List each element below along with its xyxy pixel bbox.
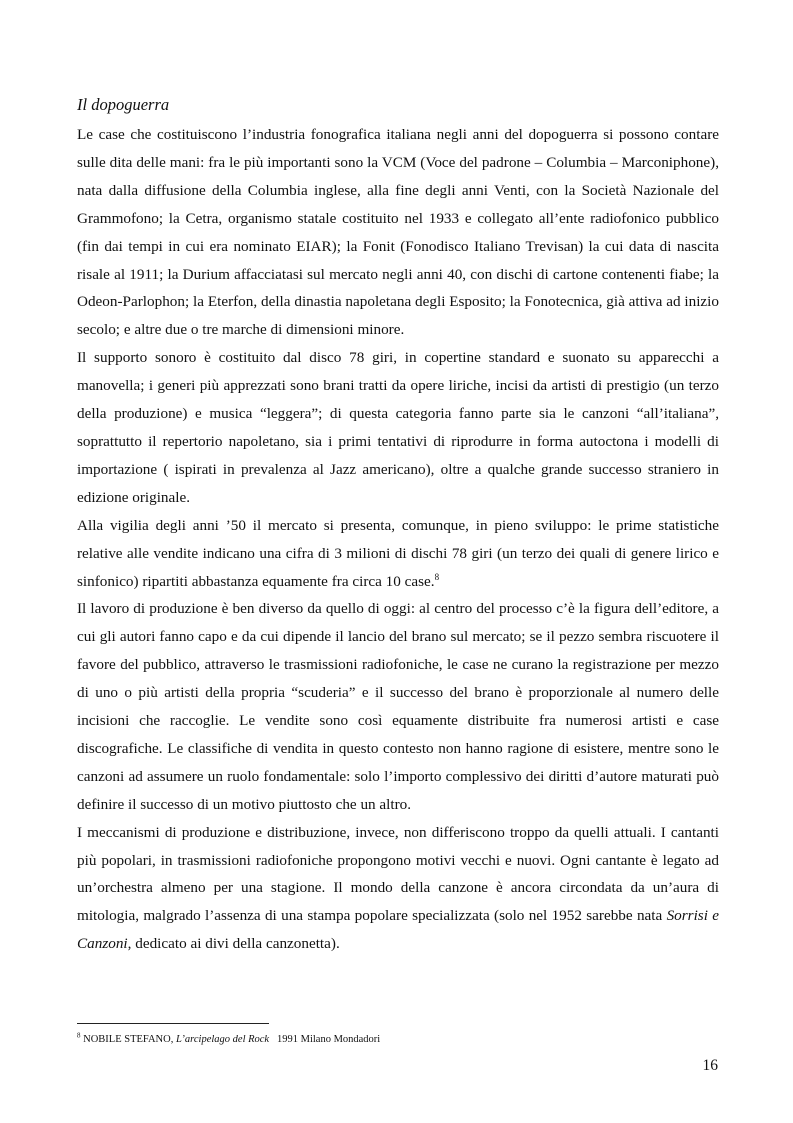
footnote-details: 1991 Milano Mondadori	[269, 1034, 381, 1045]
footnote-number: 8	[77, 1031, 81, 1040]
magazine-title: Sorrisi e Canzoni	[77, 907, 719, 953]
body-text	[77, 121, 719, 958]
paragraph-production: Il lavoro di produzione è ben diverso da quello di oggi: al centro del processo c’è la figura dell’editore, a cui gli autori fanno capo e da cui dipende il lancio del brano sul mercato; se il pezzo sembra riscuotere il favore del pubblico, attraverso le trasmissioni radiofoniche, le case ne curano la registrazione per mezzo di uno o più artisti della propria “scuderia” e il successo del brano è proporzionale al numero delle incisioni che raccoglie. Le vendite sono così equamente distribuite fra numerosi artisti e case discografiche. Le classifiche di vendita in questo contesto non hanno ragione di esistere, mentre sono le canzoni ad assumere un ruolo fondamentale: solo l’importo complessivo dei diritti d’autore maturati può definire il successo di un motivo piuttosto che un altro.	[77, 600, 719, 813]
footnote-author: NOBILE STEFANO,	[83, 1034, 176, 1045]
section-heading: Il dopoguerra	[77, 95, 170, 114]
paragraph-market-stats-text: Alla vigilia degli anni ’50 il mercato si presenta, comunque, in pieno sviluppo: le prime statistiche relative alle vendite indicano una cifra di 3 milioni di dischi 78 giri (un terzo dei quali di genere lirico e sinfonico) ripartiti abbastanza equamente fra circa 10 case.	[77, 516, 719, 590]
paragraph-distribution-end: , dedicato ai divi della canzonetta).	[127, 935, 340, 953]
paragraph-record-companies: Le case che costituiscono l’industria fonografica italiana negli anni del dopoguerra si possono contare sulle dita delle mani: fra le più importanti sono la VCM (Voce del padrone – Columbia – Marconiphone), nata dalla diffusione della Columbia inglese, alla fine degli anni Venti, con la Società Nazionale del Grammofono; la Cetra, organismo statale costituito nel 1933 e collegato all’ente radiofonico pubblico (fin dai tempi in cui era nominato EIAR); la Fonit (Fonodisco Italiano Trevisan) la cui data di nascita risale al 1911; la Durium affacciatasi sul mercato negli anni 40, con dischi di cartone contenenti fiabe; la Odeon-Parlophon; la Eterfon, della dinastia napoletana degli Esposito; la Fonotecnica, già attiva ad inizio secolo; e altre due o tre marche di dimensioni minore.	[77, 126, 719, 339]
page-number: 16	[702, 1057, 718, 1074]
paragraph-distribution-text: I meccanismi di produzione e distribuzione, invece, non differiscono troppo da quelli attuali. I cantanti più popolari, in trasmissioni radiofoniche propongono motivi vecchi e nuovi. Ogni cantante è legato ad un’orchestra almeno per una stagione. Il mondo della canzone è ancora circondata da un’aura di mitologia, malgrado l’assenza di una stampa popolare specializzata (solo nel 1952 sarebbe nata	[77, 823, 719, 925]
footnote-divider	[77, 1023, 269, 1024]
paragraph-sound-medium: Il supporto sonoro è costituito dal disco 78 giri, in copertine standard e suonato su apparecchi a manovella; i generi più apprezzati sono brani tratti da opere liriche, incisi da artisti di prestigio (un terzo della produzione) e musica “leggera”; di questa categoria fanno parte sia le canzoni “all’italiana”, soprattutto il repertorio napoletano, sia i primi tentativi di riprodurre in forma autoctona i modelli di importazione ( ispirati in prevalenza al Jazz americano), oltre a qualche grande successo straniero in edizione originale.	[77, 349, 719, 506]
footnote	[77, 1033, 380, 1047]
paragraph-distribution	[77, 819, 719, 959]
paragraph-market-stats	[77, 512, 719, 596]
footnote-reference[interactable]: 8	[434, 571, 440, 582]
footnote-title: L’arcipelago del Rock	[175, 1034, 270, 1045]
